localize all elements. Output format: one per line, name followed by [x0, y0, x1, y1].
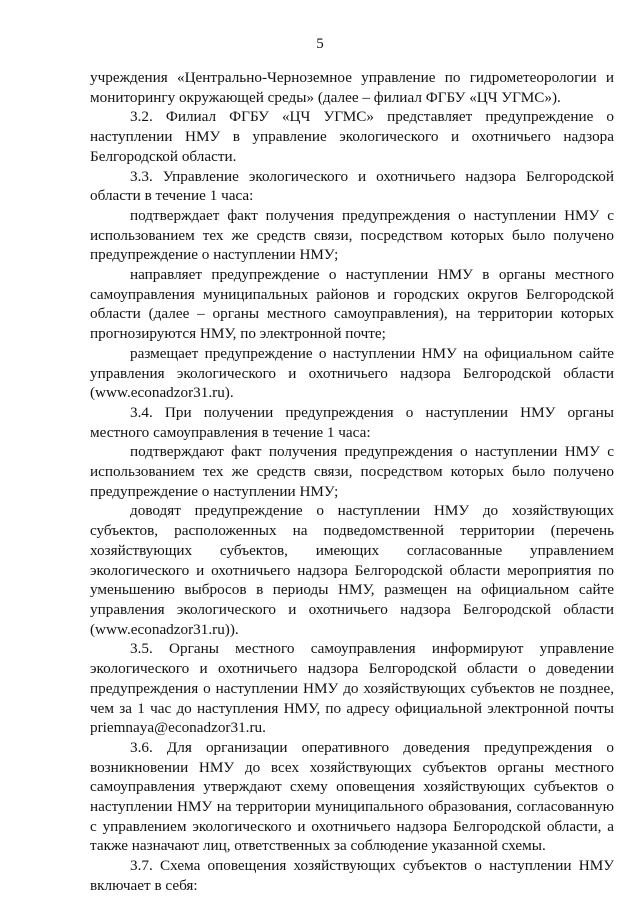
- paragraph-3-3: 3.3. Управление экологического и охотничьего надзора Белгородской области в течение 1 часа:: [90, 167, 614, 205]
- paragraph-3-2: 3.2. Филиал ФГБУ «ЦЧ УГМС» представляет предупреждение о наступлении НМУ в управление экологического и охотничьего надзора Белгородской области.: [90, 108, 614, 165]
- paragraph-3-6: 3.6. Для организации оперативного доведения предупреждения о возникновении НМУ до всех хозяйствующих субъектов органы местного самоуправления утверждают схему оповещения хозяйствующих субъектов о наступлении НМУ на территории муниципального образования, согласованную с управлением экологического и охотничьего надзора Белгородской области, а также назначают лиц, ответственных за соблюдение указанной схемы.: [90, 738, 614, 855]
- paragraph-3-4: 3.4. При получении предупреждения о наступлении НМУ органы местного самоуправления в течение 1 часа:: [90, 403, 614, 441]
- paragraph-3-5: 3.5. Органы местного самоуправления информируют управление экологического и охотничьего надзора Белгородской области о доведении предупреждения о наступлении НМУ до хозяйствующих субъектов не позднее, чем за 1 час до наступления НМУ, по адресу официальной электронной почты priemnaya@econadzor31.ru.: [90, 640, 614, 737]
- paragraph-3-3-item-send: направляет предупреждение о наступлении НМУ в органы местного самоуправления муниципальных районов и городских округов Белгородской области (далее – органы местного самоуправления), на территории которых прогнозируются НМУ, по электронной почте;: [90, 266, 614, 343]
- document-body: [90, 68, 614, 896]
- paragraph-3-7: 3.7. Схема оповещения хозяйствующих субъектов о наступлении НМУ включает в себя:: [90, 857, 614, 894]
- paragraph-3-4-item-notify: доводят предупреждение о наступлении НМУ до хозяйствующих субъектов, расположенных на подведомственной территории (перечень хозяйствующих субъектов, имеющих согласованные управлением экологического и охотничьего надзора Белгородской области мероприятия по уменьшению выбросов в периоды НМУ, размещен на официальном сайте управления экологического и охотничьего надзора Белгородской области (www.econadzor31.ru)).: [90, 502, 614, 638]
- paragraph-3-3-item-confirm: подтверждает факт получения предупреждения о наступлении НМУ с использованием тех же средств связи, посредством которых было получено предупреждение о наступлении НМУ;: [90, 206, 614, 264]
- paragraph-3-3-item-publish: размещает предупреждение о наступлении НМУ на официальном сайте управления экологического и охотничьего надзора Белгородской области (www.econadzor31.ru).: [90, 344, 614, 402]
- paragraph-3-4-item-confirm: подтверждают факт получения предупреждения о наступлении НМУ с использованием тех же средств связи, посредством которых было получено предупреждение о наступлении НМУ;: [90, 443, 614, 500]
- paragraph-continuation: учреждения «Центрально-Черноземное управление по гидрометеорологии и мониторингу окружающей среды» (далее – филиал ФГБУ «ЦЧ УГМС»).: [90, 69, 614, 106]
- page-number: 5: [316, 36, 324, 52]
